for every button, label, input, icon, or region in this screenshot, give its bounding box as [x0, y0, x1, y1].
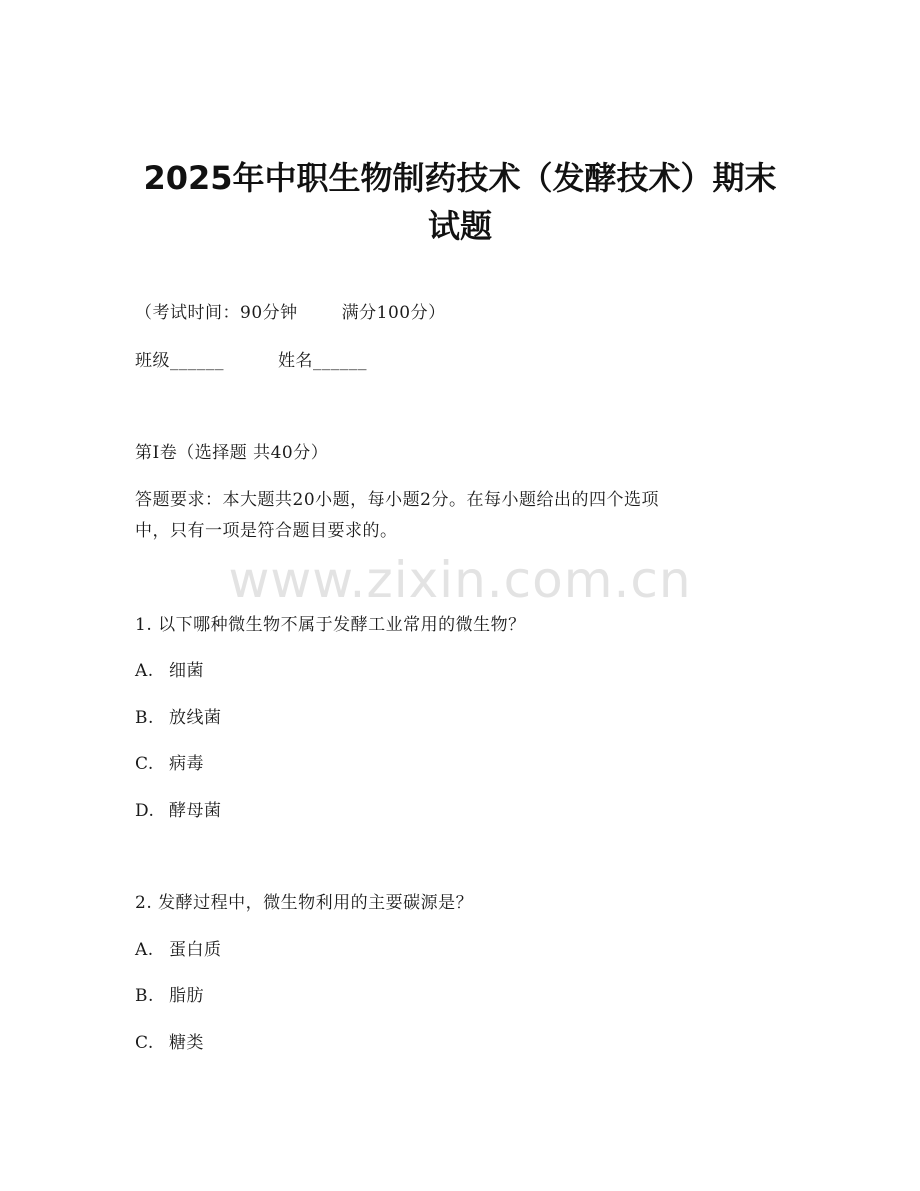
option-text: 细菌: [169, 661, 204, 681]
option-letter: C.: [135, 1033, 154, 1053]
answer-option: [135, 752, 204, 776]
answer-option: [135, 799, 222, 823]
answer-option: [135, 1031, 204, 1055]
watermark: www.zixin.com.cn: [228, 551, 692, 609]
question-stem: 2. 发酵过程中，微生物利用的主要碳源是？: [135, 893, 474, 913]
option-text: 蛋白质: [169, 940, 222, 960]
option-text: 放线菌: [169, 708, 222, 728]
full-score-text: 满分100分）: [341, 303, 446, 323]
document-title-line2: 试题: [427, 207, 492, 245]
instructions-line2: 中，只有一项是符合题目要求的。: [135, 521, 398, 541]
option-text: 脂肪: [169, 986, 204, 1006]
option-letter: D.: [135, 801, 155, 821]
answer-option: [135, 659, 204, 683]
answer-option: [135, 938, 222, 962]
instructions-line1: 答题要求：本大题共20小题，每小题2分。在每小题给出的四个选项: [135, 490, 659, 510]
section-title: 第Ⅰ卷（选择题 共40分）: [135, 443, 329, 463]
student-info-row: [135, 349, 367, 373]
option-text: 酵母菌: [169, 801, 222, 821]
exam-time-text: （考试时间：90分钟: [135, 303, 298, 323]
option-text: 糖类: [169, 1033, 204, 1053]
option-letter: B.: [135, 986, 154, 1006]
class-field: 班级______: [135, 351, 224, 371]
answer-option: [135, 984, 204, 1008]
option-letter: C.: [135, 754, 154, 774]
option-letter: A.: [135, 940, 154, 960]
option-letter: B.: [135, 708, 154, 728]
name-field: 姓名______: [278, 351, 367, 371]
exam-info-row: [135, 301, 446, 325]
answer-option: [135, 706, 222, 730]
document-title-line1: 2025年中职生物制药技术（发酵技术）期末: [143, 159, 777, 197]
question-stem: 1. 以下哪种微生物不属于发酵工业常用的微生物？: [135, 615, 526, 635]
option-letter: A.: [135, 661, 154, 681]
option-text: 病毒: [169, 754, 204, 774]
